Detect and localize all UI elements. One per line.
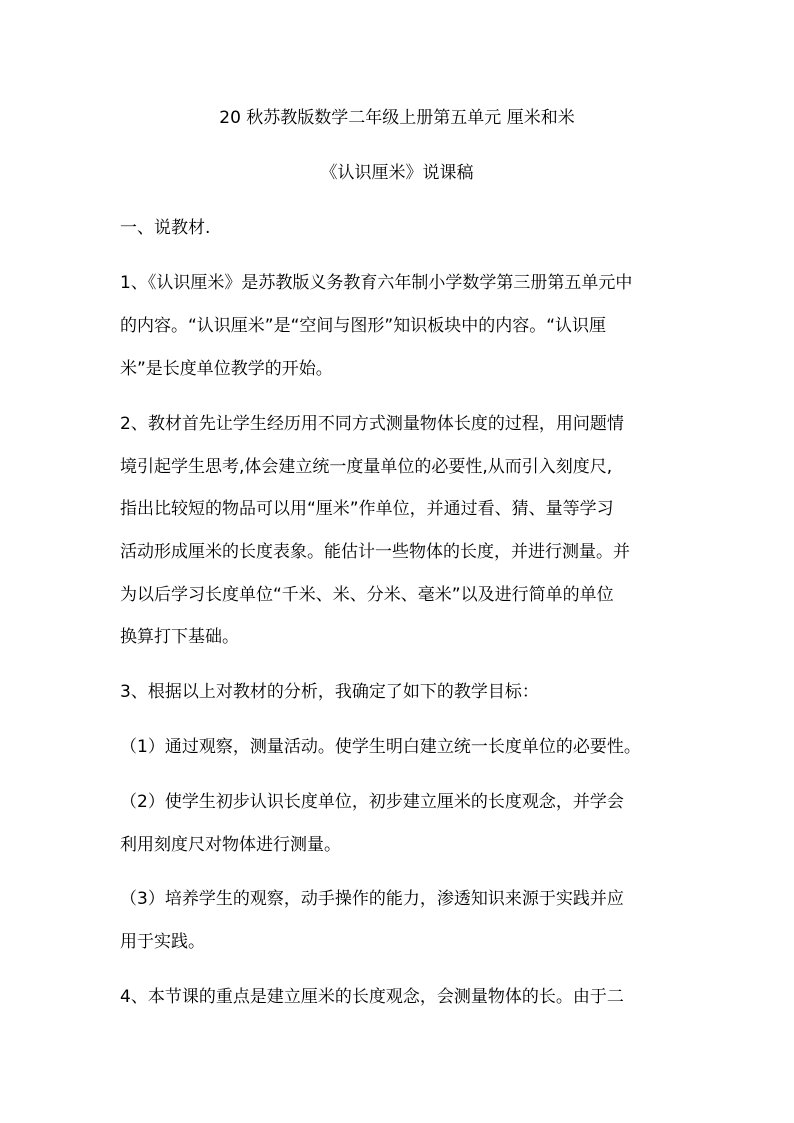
paragraph-line: 的内容。“认识厘米”是“空间与图形”知识板块中的内容。“认识厘	[120, 316, 607, 336]
paragraph-line: 利用刻度尺对物体进行测量。	[120, 835, 341, 855]
objective-item: （3）培养学生的观察，动手操作的能力，渗透知识来源于实践并应	[120, 889, 624, 909]
paragraph-line: 活动形成厘米的长度表象。能估计一些物体的长度，并进行测量。并	[120, 542, 630, 562]
paragraph-line: 米”是长度单位教学的开始。	[120, 359, 333, 379]
paragraph-line: 换算打下基础。	[120, 627, 239, 647]
paragraph-line: 4、本节课的重点是建立厘米的长度观念，会测量物体的长。由于二	[120, 987, 624, 1007]
paragraph-line: 指出比较短的物品可以用“厘米”作单位，并通过看、猜、量等学习	[120, 499, 614, 519]
section-heading: 一、说教材.	[120, 218, 211, 238]
objective-item: （1）通过观察，测量活动。使学生明白建立统一长度单位的必要性。	[120, 737, 641, 757]
document-title: 20 秋苏教版数学二年级上册第五单元 厘米和米	[219, 108, 575, 128]
paragraph-line: 2、教材首先让学生经历用不同方式测量物体长度的过程，用问题情	[120, 414, 624, 434]
paragraph-line: 3、根据以上对教材的分析，我确定了如下的教学目标：	[120, 682, 539, 702]
paragraph-line: 1、《认识厘米》是苏教版义务教育六年制小学数学第三册第五单元中	[120, 273, 633, 293]
paragraph-line: 用于实践。	[120, 932, 205, 952]
document-subtitle: 《认识厘米》说课稿	[320, 163, 474, 183]
paragraph-line: 为以后学习长度单位“千米、米、分米、毫米”以及进行简单的单位	[120, 585, 614, 605]
paragraph-line: 境引起学生思考,体会建立统一度量单位的必要性,从而引入刻度尺,	[120, 457, 613, 477]
objective-item: （2）使学生初步认识长度单位，初步建立厘米的长度观念，并学会	[120, 792, 624, 812]
